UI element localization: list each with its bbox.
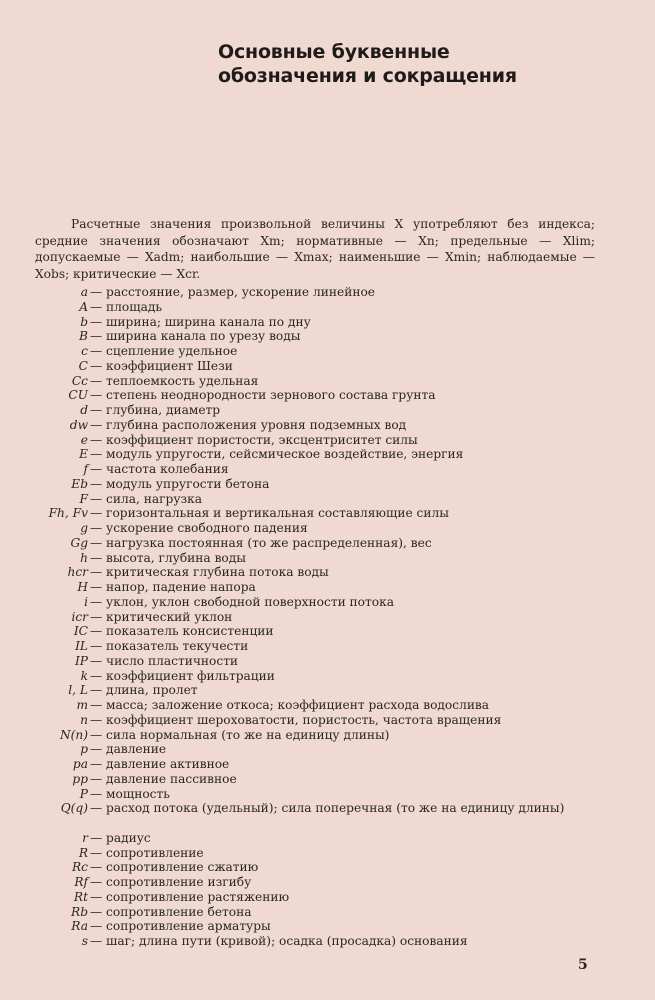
definition-row [0,565,655,580]
definition-symbol: b [80,314,88,329]
definition-symbol: d [80,403,88,417]
definition-row [0,492,655,507]
definition-text: — площадь [90,299,163,314]
definition-row [0,418,655,433]
definition-text: — сопротивление бетона [90,904,252,919]
definition-symbol: Rb [71,904,88,919]
definition-text: — сила нормальная (то же на единицу длины) [90,727,390,742]
definition-symbol: icr [71,609,88,624]
definition-symbol: C [78,358,88,373]
definition-text: — степень неоднородности зернового состава грунта [90,388,436,403]
definition-row [0,536,655,551]
definition-symbol: N(n) [59,727,88,742]
page-title [218,40,517,88]
definition-row [0,742,655,757]
definition-text: — глубина расположения уровня подземных вод [90,417,407,432]
definition-row [0,669,655,684]
definitions-list [0,285,655,949]
definition-symbol: g [80,521,88,535]
definition-row [0,359,655,374]
intro-paragraph [35,216,595,282]
definition-symbol: hcr [67,565,88,580]
definition-row [0,905,655,920]
definition-text: — ускорение свободного падения [90,521,308,535]
definition-row [0,919,655,934]
definition-symbol: Fh, Fv [48,506,88,521]
definition-text: — модуль упругости, сейсмическое воздействие, энергия [90,447,464,462]
definition-text: — расстояние, размер, ускорение линейное [90,285,376,299]
definition-symbol: e [80,432,88,447]
definition-row [0,595,655,610]
definition-row [0,344,655,359]
definition-text: — горизонтальная и вертикальная составляющие силы [90,506,449,521]
definition-symbol: CU [68,388,88,403]
definition-text: — коэффициент фильтрации [90,668,275,683]
definition-symbol: pp [72,771,88,786]
definition-symbol: F [79,491,88,506]
definition-text: — масса; заложение откоса; коэффициент расхода водослива [90,698,490,712]
definition-text: — критический уклон [90,609,233,624]
definition-text: — число пластичности [90,653,239,668]
definition-row [0,521,655,536]
definition-row [0,934,655,949]
definition-row [0,860,655,875]
definition-symbol: c [81,344,88,358]
definition-text: — сопротивление сжатию [90,860,259,875]
definition-symbol: IL [75,639,88,653]
definition-row [0,683,655,698]
definition-text: — радиус [90,830,151,845]
definition-symbol: H [77,580,88,594]
definition-text: — коэффициент пористости, эксцентриситет силы [90,432,418,447]
definition-row [0,374,655,389]
definition-row [0,477,655,492]
definition-text: — показатель текучести [90,639,249,653]
definition-row [0,506,655,521]
definition-symbol: k [80,668,88,683]
definition-row [0,639,655,654]
definition-row [0,654,655,669]
definition-row [0,403,655,418]
definition-row [0,388,655,403]
definition-symbol: f [83,462,88,476]
definition-symbol: l, L [68,683,88,698]
definition-row [0,801,655,831]
definition-text: — сопротивление изгибу [90,875,252,889]
definition-text: — критическая глубина потока воды [90,565,329,580]
definition-symbol: IC [73,624,88,639]
definition-symbol: n [80,712,88,727]
definition-symbol: R [78,845,88,860]
definition-symbol: a [80,285,88,299]
definition-symbol: p [80,742,88,757]
definition-text: — напор, падение напора [90,580,256,594]
definition-text: — ширина канала по урезу воды [90,329,301,344]
definition-text: — коэффициент Шези [90,358,233,373]
definition-symbol: r [82,830,88,845]
definition-row [0,433,655,448]
definition-text: — высота, глубина воды [90,550,246,565]
definition-row [0,831,655,846]
page-number: 5 [578,957,588,973]
definition-text: — ширина; ширина канала по дну [90,314,311,329]
definition-text: — частота колебания [90,462,229,476]
definition-symbol: Q(q) [60,801,88,816]
definition-row [0,787,655,802]
definition-text: — шаг; длина пути (кривой); осадка (просадка) основания [90,934,468,948]
definition-text: — сцепление удельное [90,344,238,358]
title-line-2: обозначения и сокращения [218,65,517,87]
definition-row [0,757,655,772]
definition-text: — давление [90,742,167,757]
definition-symbol: dw [69,417,88,432]
definition-row [0,315,655,330]
definition-row [0,551,655,566]
definition-symbol: pa [72,757,88,771]
definition-symbol: Gg [70,535,88,550]
definition-row [0,728,655,743]
definition-symbol: h [80,550,88,565]
definition-symbol: Eb [71,476,88,491]
definition-row [0,890,655,905]
definition-symbol: Ra [71,919,88,934]
definition-text: — расход потока (удельный); сила поперечная (то же на единицу длины) [90,801,565,816]
definition-text: — нагрузка постоянная (то же распределенная), вес [90,535,432,550]
definition-symbol: Rc [71,860,88,875]
definition-symbol: P [79,786,88,801]
definition-row [0,462,655,477]
definition-row [0,329,655,344]
definition-row [0,698,655,713]
definition-symbol: A [79,299,88,314]
definition-row [0,846,655,861]
definition-symbol: Rf [74,875,88,889]
definition-row [0,624,655,639]
definition-text: — сопротивление арматуры [90,919,271,934]
definition-row [0,447,655,462]
definition-text: — теплоемкость удельная [90,373,259,388]
definition-symbol: m [76,698,88,712]
definition-text: — сила, нагрузка [90,491,203,506]
definition-row [0,580,655,595]
definition-text: — модуль упругости бетона [90,476,270,491]
definition-text: — глубина, диаметр [90,403,221,417]
definition-row [0,300,655,315]
definition-symbol: E [79,447,88,462]
definition-text: — мощность [90,786,170,801]
definition-row [0,610,655,625]
definition-row [0,875,655,890]
definition-symbol: IP [74,653,88,668]
definition-text: — коэффициент шероховатости, пористость, частота вращения [90,712,502,727]
title-line-1: Основные буквенные [218,41,450,63]
definition-symbol: B [79,329,88,344]
definition-symbol: i [84,594,88,609]
definition-row [0,713,655,728]
definition-text: — длина, пролет [90,683,198,698]
definition-row [0,285,655,300]
definition-text: — показатель консистенции [90,624,274,639]
definition-text: — давление пассивное [90,771,237,786]
definition-row [0,772,655,787]
definition-symbol: Rt [73,889,88,904]
definition-text: — сопротивление [90,845,204,860]
definition-text: — давление активное [90,757,230,771]
definition-symbol: Cc [71,373,88,388]
intro-text: Расчетные значения произвольной величины X употребляют без индекса; средние значения обозначают Xm; нормативные — Xn; предельные — Xlim; допускаемые — Xadm; наибольшие — Xmax; наименьшие — Xmin; наблюдаемые — Xobs; критические — Xcr. [35,217,595,281]
definition-symbol: s [81,934,88,948]
definition-text: — сопротивление растяжению [90,889,290,904]
definition-text: — уклон, уклон свободной поверхности потока [90,594,394,609]
